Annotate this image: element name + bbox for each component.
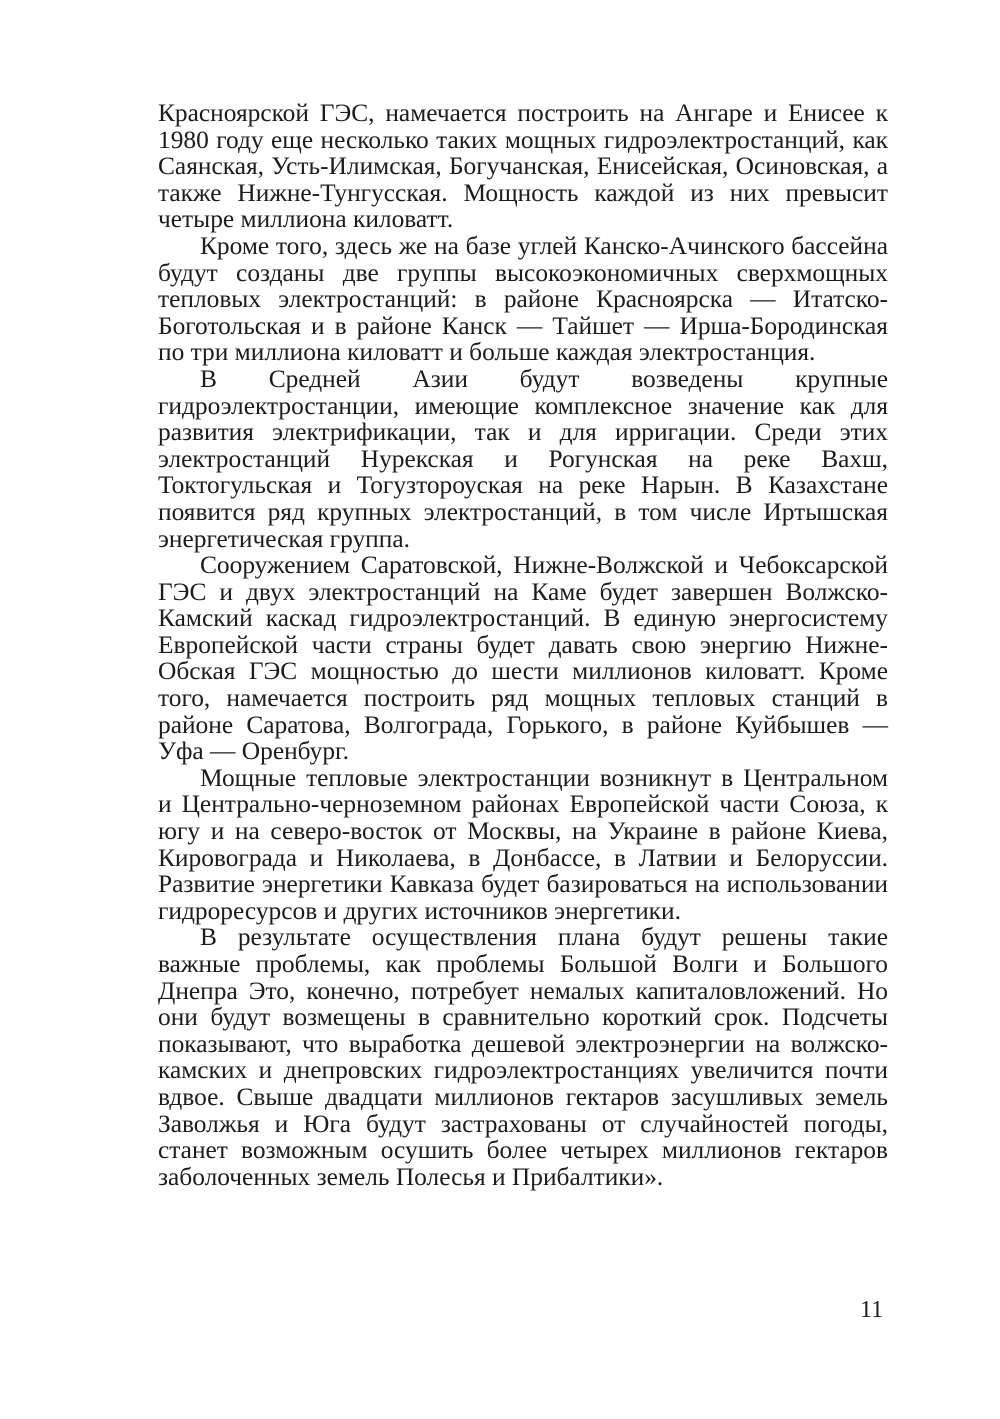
body-text <box>158 100 888 1190</box>
paragraph-1: Красноярской ГЭС, намечается построить на Ангаре и Енисее к 1980 году еще несколько таких мощных гидроэлектростанций, как Саянская, Усть-Илимская, Богучанская, Енисейская, Осиновская, а также Нижне-Тунгусская. Мощность каждой из них превысит четыре миллиона киловатт. <box>158 99 888 234</box>
paragraph-3: В Средней Азии будут возведены крупные гидроэлектростанции, имеющие комплексное значение как для развития электрификации, так и для ирригации. Среди этих электростанций Нурекская и Рогунская на реке Вахш, Токтогульская и Тогузтороуская на реке Нарын. В Казахстане появится ряд крупных электростанций, в том числе Иртышская энергетическая группа. <box>158 364 888 553</box>
paragraph-4: Сооружением Саратовской, Нижне-Волжской и Чебоксарской ГЭС и двух электростанций на Каме будет завершен Волжско-Камский каскад гидроэлектростанций. В единую энергосистему Европейской части страны будет давать свою энергию Нижне-Обская ГЭС мощностью до шести миллионов киловатт. Кроме того, намечается построить ряд мощных тепловых станций в районе Саратова, Волгограда, Горького, в районе Куйбышев — Уфа — Оренбург. <box>158 551 888 766</box>
paragraph-6: В результате осуществления плана будут решены такие важные проблемы, как проблемы Большой Волги и Большого Днепра Это, конечно, потребует немалых капиталовложений. Но они будут возмещены в сравнительно короткий срок. Подсчеты показывают, что выработка дешевой электроэнергии на волжско-камских и днепровских гидроэлектростанциях увеличится почти вдвое. Свыше двадцати миллионов гектаров засушливых земель Заволжья и Юга будут застрахованы от случайностей погоды, станет возможным осушить более четырех миллионов гектаров заболоченных земель Полесья и Прибалтики». <box>158 923 888 1191</box>
page-number: 11 <box>860 1297 884 1323</box>
paragraph-2: Кроме того, здесь же на базе углей Канско-Ачинского бассейна будут созданы две группы высокоэкономичных сверхмощных тепловых электростанций: в районе Красноярска — Итатско-Боготольская и в районе Канск — Тайшет — Ирша-Бородинская по три миллиона киловатт и больше каждая электростанция. <box>158 231 888 367</box>
paragraph-5: Мощные тепловые электростанции возникнут в Центральном и Центрально-черноземном районах Европейской части Союза, к югу и на северо-восток от Москвы, на Украине в районе Киева, Кировограда и Николаева, в Донбассе, в Латвии и Белоруссии. Развитие энергетики Кавказа будет базироваться на использовании гидроресурсов и других источников энергетики. <box>158 763 888 925</box>
